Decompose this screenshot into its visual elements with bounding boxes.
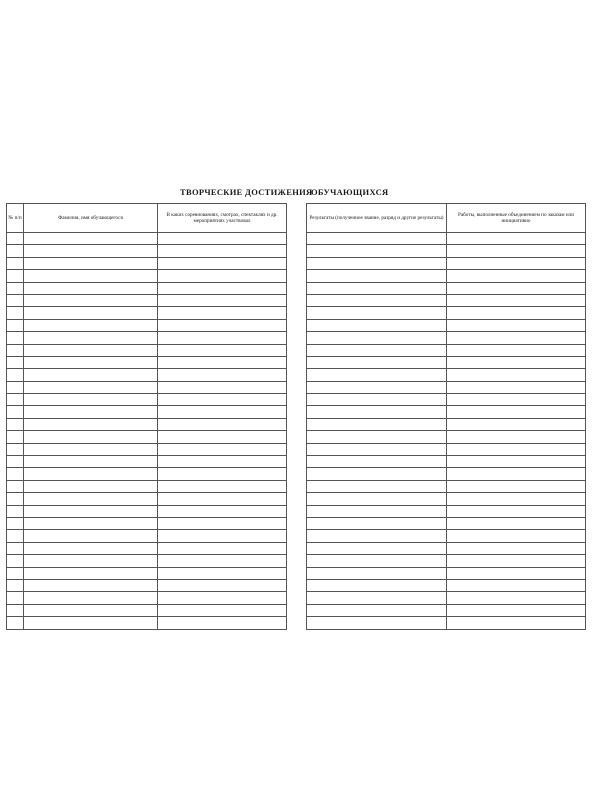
- cell-works[interactable]: [447, 356, 586, 368]
- table-row: [7, 468, 287, 480]
- cell-results[interactable]: [307, 530, 447, 542]
- cell-events[interactable]: [158, 530, 287, 542]
- cell-student-name[interactable]: [24, 307, 158, 319]
- cell-results[interactable]: [307, 319, 447, 331]
- cell-works[interactable]: [447, 270, 586, 282]
- table-row: [307, 431, 586, 443]
- table-row: [7, 245, 287, 257]
- cell-works[interactable]: [447, 332, 586, 344]
- table-row: [307, 530, 586, 542]
- cell-results[interactable]: [307, 431, 447, 443]
- table-body-left: [7, 233, 287, 630]
- cell-student-name[interactable]: [24, 579, 158, 591]
- table-row: [307, 480, 586, 492]
- cell-student-name[interactable]: [24, 493, 158, 505]
- cell-results[interactable]: [307, 418, 447, 430]
- cell-events[interactable]: [158, 282, 287, 294]
- cell-events[interactable]: [158, 356, 287, 368]
- table-row: [307, 443, 586, 455]
- table-row: [7, 307, 287, 319]
- cell-events[interactable]: [158, 493, 287, 505]
- cell-events[interactable]: [158, 270, 287, 282]
- cell-works[interactable]: [447, 579, 586, 591]
- cell-results[interactable]: [307, 406, 447, 418]
- cell-student-name[interactable]: [24, 233, 158, 245]
- cell-results[interactable]: [307, 344, 447, 356]
- table-row: [307, 394, 586, 406]
- cell-student-name[interactable]: [24, 542, 158, 554]
- cell-student-name[interactable]: [24, 505, 158, 517]
- cell-student-name[interactable]: [24, 294, 158, 306]
- table-row: [307, 307, 586, 319]
- cell-student-name[interactable]: [24, 270, 158, 282]
- cell-number[interactable]: [7, 456, 24, 468]
- cell-results[interactable]: [307, 257, 447, 269]
- cell-number[interactable]: [7, 505, 24, 517]
- table-row: [7, 257, 287, 269]
- table-row: [307, 257, 586, 269]
- cell-works[interactable]: [447, 282, 586, 294]
- table-row: [7, 592, 287, 604]
- cell-works[interactable]: [447, 257, 586, 269]
- cell-works[interactable]: [447, 505, 586, 517]
- cell-results[interactable]: [307, 456, 447, 468]
- cell-works[interactable]: [447, 294, 586, 306]
- cell-number[interactable]: [7, 567, 24, 579]
- cell-student-name[interactable]: [24, 517, 158, 529]
- table-row: [7, 493, 287, 505]
- table-row: [7, 344, 287, 356]
- cell-events[interactable]: [158, 394, 287, 406]
- cell-student-name[interactable]: [24, 394, 158, 406]
- cell-events[interactable]: [158, 456, 287, 468]
- cell-works[interactable]: [447, 480, 586, 492]
- cell-number[interactable]: [7, 381, 24, 393]
- table-row: [307, 604, 586, 616]
- cell-works[interactable]: [447, 443, 586, 455]
- cell-results[interactable]: [307, 294, 447, 306]
- table-row: [307, 406, 586, 418]
- cell-events[interactable]: [158, 418, 287, 430]
- cell-results[interactable]: [307, 245, 447, 257]
- cell-works[interactable]: [447, 233, 586, 245]
- table-header-row: [7, 204, 287, 233]
- cell-student-name[interactable]: [24, 443, 158, 455]
- table-row: [307, 456, 586, 468]
- cell-events[interactable]: [158, 517, 287, 529]
- cell-results[interactable]: [307, 394, 447, 406]
- cell-results[interactable]: [307, 480, 447, 492]
- table-row: [7, 282, 287, 294]
- cell-student-name[interactable]: [24, 468, 158, 480]
- cell-events[interactable]: [158, 443, 287, 455]
- table-row: [307, 418, 586, 430]
- table-row: [7, 418, 287, 430]
- cell-works[interactable]: [447, 307, 586, 319]
- table-row: [307, 555, 586, 567]
- cell-student-name[interactable]: [24, 418, 158, 430]
- cell-events[interactable]: [158, 505, 287, 517]
- cell-works[interactable]: [447, 493, 586, 505]
- cell-number[interactable]: [7, 579, 24, 591]
- table-row: [307, 332, 586, 344]
- table-row: [307, 282, 586, 294]
- cell-number[interactable]: [7, 468, 24, 480]
- cell-results[interactable]: [307, 332, 447, 344]
- cell-results[interactable]: [307, 233, 447, 245]
- table-row: [307, 245, 586, 257]
- cell-works[interactable]: [447, 431, 586, 443]
- cell-student-name[interactable]: [24, 480, 158, 492]
- table-row: [7, 443, 287, 455]
- column-header-events: В каких соревнованиях, смотрах, спектаклях и др. мероприятиях участвовал: [158, 204, 287, 233]
- cell-works[interactable]: [447, 245, 586, 257]
- cell-works[interactable]: [447, 567, 586, 579]
- table-row: [7, 270, 287, 282]
- cell-number[interactable]: [7, 233, 24, 245]
- cell-events[interactable]: [158, 431, 287, 443]
- column-header-results: Результаты (полученное звание, разряд и другие результаты): [307, 204, 447, 233]
- cell-events[interactable]: [158, 233, 287, 245]
- cell-results[interactable]: [307, 381, 447, 393]
- cell-events[interactable]: [158, 344, 287, 356]
- cell-results[interactable]: [307, 555, 447, 567]
- cell-works[interactable]: [447, 369, 586, 381]
- cell-events[interactable]: [158, 332, 287, 344]
- cell-results[interactable]: [307, 443, 447, 455]
- cell-events[interactable]: [158, 381, 287, 393]
- cell-number[interactable]: [7, 604, 24, 616]
- cell-works[interactable]: [447, 592, 586, 604]
- table-row: [7, 233, 287, 245]
- cell-student-name[interactable]: [24, 245, 158, 257]
- cell-results[interactable]: [307, 282, 447, 294]
- cell-results[interactable]: [307, 369, 447, 381]
- cell-student-name[interactable]: [24, 356, 158, 368]
- table-row: [307, 517, 586, 529]
- table-row: [7, 381, 287, 393]
- cell-number[interactable]: [7, 517, 24, 529]
- cell-events[interactable]: [158, 592, 287, 604]
- cell-events[interactable]: [158, 307, 287, 319]
- cell-works[interactable]: [447, 617, 586, 629]
- cell-events[interactable]: [158, 406, 287, 418]
- cell-works[interactable]: [447, 406, 586, 418]
- cell-number[interactable]: [7, 480, 24, 492]
- table-row: [7, 431, 287, 443]
- cell-student-name[interactable]: [24, 530, 158, 542]
- cell-events[interactable]: [158, 604, 287, 616]
- cell-works[interactable]: [447, 319, 586, 331]
- cell-student-name[interactable]: [24, 567, 158, 579]
- table-row: [7, 505, 287, 517]
- cell-student-name[interactable]: [24, 319, 158, 331]
- achievements-table-left: [6, 203, 287, 630]
- cell-number[interactable]: [7, 294, 24, 306]
- cell-works[interactable]: [447, 530, 586, 542]
- cell-student-name[interactable]: [24, 282, 158, 294]
- cell-number[interactable]: [7, 443, 24, 455]
- cell-number[interactable]: [7, 257, 24, 269]
- table-row: [307, 356, 586, 368]
- cell-events[interactable]: [158, 319, 287, 331]
- column-header-works: Работы, выполненные объединением по заказам или инициативно: [447, 204, 586, 233]
- achievements-table-right: [306, 203, 586, 630]
- cell-works[interactable]: [447, 381, 586, 393]
- cell-works[interactable]: [447, 456, 586, 468]
- cell-number[interactable]: [7, 332, 24, 344]
- table-row: [7, 555, 287, 567]
- cell-results[interactable]: [307, 493, 447, 505]
- table-row: [7, 567, 287, 579]
- cell-number[interactable]: [7, 617, 24, 629]
- cell-number[interactable]: [7, 406, 24, 418]
- cell-events[interactable]: [158, 294, 287, 306]
- page-title-right: ОБУЧАЮЩИХСЯ: [311, 187, 389, 197]
- cell-events[interactable]: [158, 617, 287, 629]
- table-row: [307, 319, 586, 331]
- table-row: [307, 294, 586, 306]
- cell-student-name[interactable]: [24, 456, 158, 468]
- table-row: [7, 394, 287, 406]
- column-header-student-name: Фамилия, имя обучающегося: [24, 204, 158, 233]
- table-row: [307, 493, 586, 505]
- table-body-right: [307, 233, 586, 630]
- table-row: [307, 369, 586, 381]
- table-row: [307, 542, 586, 554]
- table-row: [7, 356, 287, 368]
- cell-number[interactable]: [7, 431, 24, 443]
- cell-student-name[interactable]: [24, 332, 158, 344]
- table-row: [7, 319, 287, 331]
- table-row: [307, 233, 586, 245]
- cell-results[interactable]: [307, 307, 447, 319]
- table-row: [7, 579, 287, 591]
- cell-works[interactable]: [447, 542, 586, 554]
- cell-number[interactable]: [7, 394, 24, 406]
- table-row: [7, 456, 287, 468]
- cell-number[interactable]: [7, 542, 24, 554]
- column-header-number: № п/п: [7, 204, 24, 233]
- cell-number[interactable]: [7, 530, 24, 542]
- cell-number[interactable]: [7, 245, 24, 257]
- page-title-left: ТВОРЧЕСКИЕ ДОСТИЖЕНИЯ: [180, 187, 313, 197]
- cell-results[interactable]: [307, 592, 447, 604]
- cell-events[interactable]: [158, 567, 287, 579]
- table-row: [7, 294, 287, 306]
- cell-events[interactable]: [158, 245, 287, 257]
- cell-student-name[interactable]: [24, 257, 158, 269]
- table-row: [307, 579, 586, 591]
- cell-results[interactable]: [307, 505, 447, 517]
- cell-results[interactable]: [307, 567, 447, 579]
- table-row: [7, 542, 287, 554]
- cell-results[interactable]: [307, 617, 447, 629]
- cell-number[interactable]: [7, 418, 24, 430]
- cell-student-name[interactable]: [24, 381, 158, 393]
- table-row: [307, 468, 586, 480]
- cell-works[interactable]: [447, 555, 586, 567]
- cell-events[interactable]: [158, 369, 287, 381]
- table-row: [307, 344, 586, 356]
- cell-works[interactable]: [447, 344, 586, 356]
- cell-works[interactable]: [447, 517, 586, 529]
- cell-events[interactable]: [158, 542, 287, 554]
- cell-works[interactable]: [447, 394, 586, 406]
- cell-number[interactable]: [7, 270, 24, 282]
- cell-results[interactable]: [307, 542, 447, 554]
- cell-student-name[interactable]: [24, 406, 158, 418]
- table-row: [307, 617, 586, 629]
- cell-number[interactable]: [7, 369, 24, 381]
- cell-works[interactable]: [447, 468, 586, 480]
- cell-number[interactable]: [7, 282, 24, 294]
- cell-events[interactable]: [158, 480, 287, 492]
- cell-results[interactable]: [307, 579, 447, 591]
- cell-events[interactable]: [158, 257, 287, 269]
- cell-student-name[interactable]: [24, 555, 158, 567]
- cell-results[interactable]: [307, 468, 447, 480]
- cell-number[interactable]: [7, 555, 24, 567]
- cell-results[interactable]: [307, 356, 447, 368]
- cell-number[interactable]: [7, 319, 24, 331]
- cell-results[interactable]: [307, 270, 447, 282]
- cell-results[interactable]: [307, 517, 447, 529]
- cell-works[interactable]: [447, 418, 586, 430]
- table-row: [7, 604, 287, 616]
- table-row: [307, 592, 586, 604]
- cell-results[interactable]: [307, 604, 447, 616]
- table-row: [307, 381, 586, 393]
- cell-number[interactable]: [7, 493, 24, 505]
- cell-works[interactable]: [447, 604, 586, 616]
- table-row: [7, 406, 287, 418]
- cell-number[interactable]: [7, 307, 24, 319]
- table-row: [307, 505, 586, 517]
- table-row: [7, 332, 287, 344]
- cell-student-name[interactable]: [24, 592, 158, 604]
- cell-number[interactable]: [7, 356, 24, 368]
- table-row: [307, 567, 586, 579]
- cell-student-name[interactable]: [24, 369, 158, 381]
- table-row: [7, 517, 287, 529]
- table-row: [7, 617, 287, 629]
- cell-events[interactable]: [158, 468, 287, 480]
- cell-number[interactable]: [7, 344, 24, 356]
- table-row: [7, 369, 287, 381]
- cell-student-name[interactable]: [24, 431, 158, 443]
- cell-events[interactable]: [158, 579, 287, 591]
- cell-student-name[interactable]: [24, 344, 158, 356]
- cell-number[interactable]: [7, 592, 24, 604]
- cell-events[interactable]: [158, 555, 287, 567]
- cell-student-name[interactable]: [24, 604, 158, 616]
- table-header-row: [307, 204, 586, 233]
- table-row: [7, 480, 287, 492]
- table-row: [7, 530, 287, 542]
- cell-student-name[interactable]: [24, 617, 158, 629]
- table-row: [307, 270, 586, 282]
